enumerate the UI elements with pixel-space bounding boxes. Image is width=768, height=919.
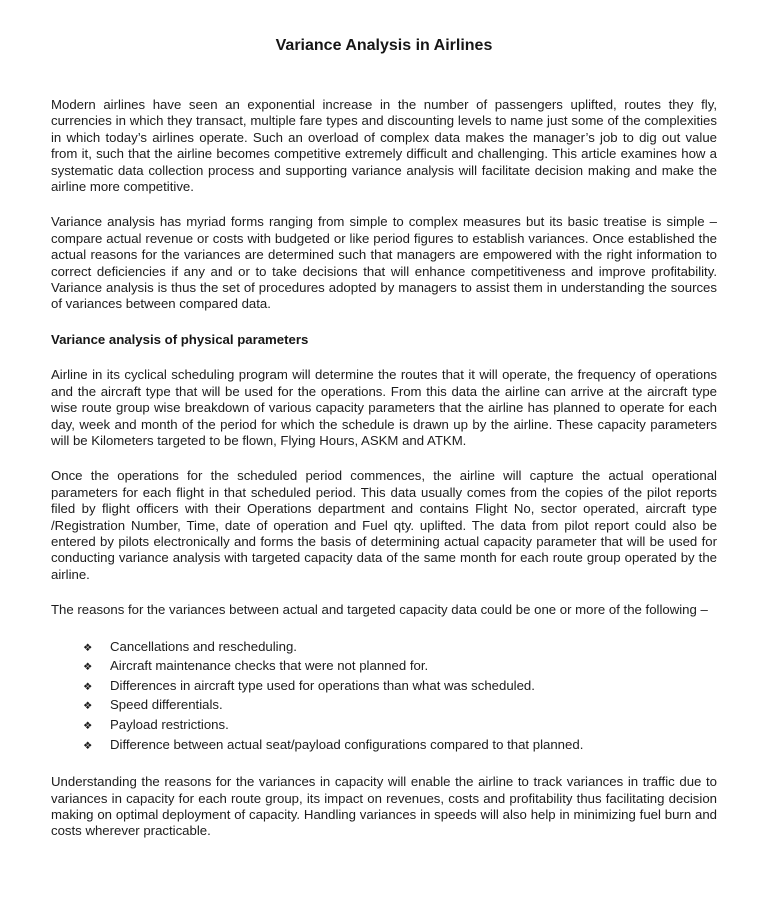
- variance-reasons-list: [51, 638, 717, 756]
- paragraph-variance-forms: Variance analysis has myriad forms ranging from simple to complex measures but its basic treatise is simple – compare actual revenue or costs with budgeted or like period figures to establish variances. Once established the actual reasons for the variances are determined such that managers are empowered with the right information to correct deficiencies if any and or to take decisions that will enhance competitiveness and improve profitability. Variance analysis is thus the set of procedures adopted by managers to assist them in understanding the sources of variances between compared data.: [51, 214, 717, 312]
- list-item-label: Payload restrictions.: [110, 716, 229, 732]
- list-item-label: Aircraft maintenance checks that were not planned for.: [110, 658, 429, 674]
- section-heading-physical-parameters: Variance analysis of physical parameters: [51, 331, 309, 347]
- paragraph-closing: Understanding the reasons for the variances in capacity will enable the airline to track variances in traffic due to variances in capacity for each route group, its impact on revenues, costs and profitability thus facilitating decision making on optimal deployment of capacity. Handling variances in speeds will also help in minimizing fuel burn and costs wherever practicable.: [51, 774, 717, 839]
- document-title: Variance Analysis in Airlines: [275, 37, 493, 54]
- list-item: [83, 638, 717, 658]
- list-item: [83, 716, 717, 736]
- diamond-bullet-icon: ❖: [83, 739, 93, 752]
- list-item: [83, 736, 717, 756]
- diamond-bullet-icon: ❖: [83, 680, 93, 693]
- paragraph-operations-capture: Once the operations for the scheduled period commences, the airline will capture the actual operational parameters for each flight in that scheduled period. This data usually comes from the copies of the pilot reports filed by flight officers with their Operations department and contains Flight No, sector operated, aircraft type /Registration Number, Time, date of operation and Fuel qty. uplifted. The data from pilot report could also be entered by pilots electronically and forms the basis of determining actual capacity parameter that will be used for conducting variance analysis with targeted capacity data of the same month for each route group operated by the airline.: [51, 468, 717, 582]
- list-item: [83, 696, 717, 716]
- list-item: [83, 677, 717, 697]
- diamond-bullet-icon: ❖: [83, 641, 93, 654]
- diamond-bullet-icon: ❖: [83, 661, 93, 674]
- list-item-label: Cancellations and rescheduling.: [110, 638, 297, 654]
- diamond-bullet-icon: ❖: [83, 700, 93, 713]
- list-item-label: Differences in aircraft type used for operations than what was scheduled.: [110, 677, 535, 693]
- paragraph-intro: Modern airlines have seen an exponential increase in the number of passengers uplifted, routes they fly, currencies in which they transact, multiple fare types and discounting levels to name just some of the complexities in which today’s airlines operate. Such an overload of complex data makes the manager’s job to dig out value from it, such that the airline becomes competitive extremely difficult and challenging. This article examines how a systematic data collection process and supporting variance analysis will facilitate decision making and make the airline more competitive.: [51, 97, 717, 195]
- list-item-label: Difference between actual seat/payload configurations compared to that planned.: [110, 736, 584, 752]
- paragraph-reasons-intro: The reasons for the variances between actual and targeted capacity data could be one or more of the following –: [51, 602, 708, 618]
- list-item-label: Speed differentials.: [110, 697, 223, 713]
- paragraph-scheduling: Airline in its cyclical scheduling program will determine the routes that it will operate, the frequency of operations and the aircraft type that will be used for the operations. From this data the airline can arrive at the aircraft type wise route group wise breakdown of various capacity parameters that the airline has planned to operate for each day, week and month of the period for which the schedule is drawn up by the airline. These capacity parameters will be Kilometers targeted to be flown, Flying Hours, ASKM and ATKM.: [51, 367, 717, 448]
- list-item: [83, 657, 717, 677]
- diamond-bullet-icon: ❖: [83, 719, 93, 732]
